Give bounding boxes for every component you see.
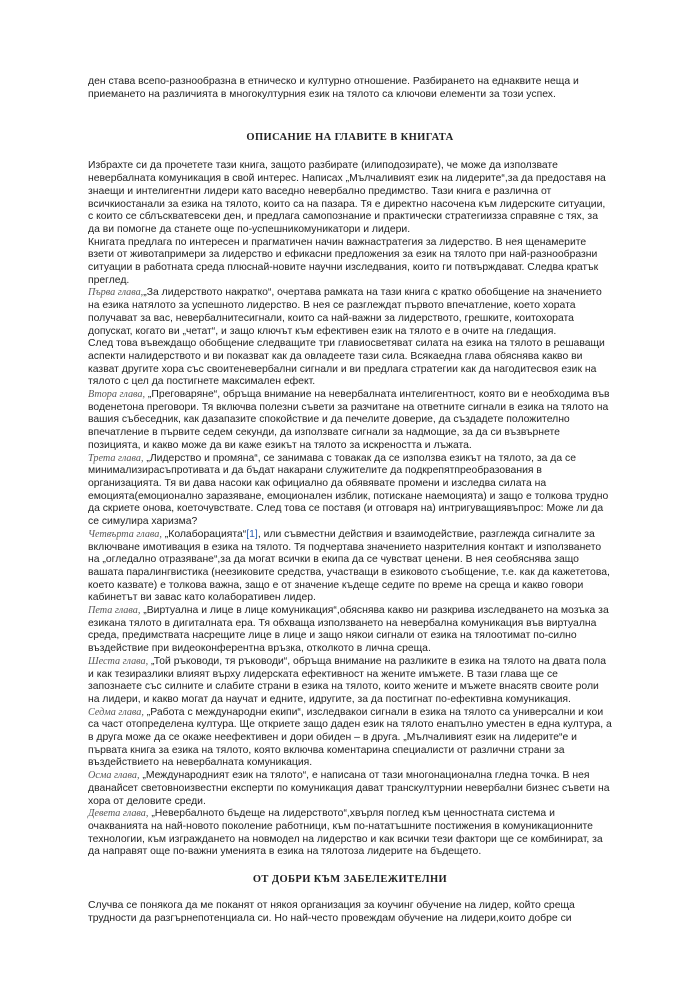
chapter-lead: Първа глава,	[88, 287, 144, 299]
chapter-paragraph	[88, 338, 612, 389]
chapter-lead: Седма глава,	[88, 706, 144, 718]
chapter-paragraph	[88, 605, 612, 656]
chapter-body: „Преговаряне“, обръща внимание на невербалната интелигентност, която ви е необходима във воденетона преговори. Тя включва полезни съвети за разчитане на ответните сигнали в езика на тялото на вашия събеседник, как дазапазите спокойствие и да печелите доверие, да създадете положително впечатление в първите седем секунди, да използвате сигнали за надмощие, за да си възвърнете позицията, и какво може да ви каже езикът на тялото за искреността и лъжата.	[88, 389, 610, 451]
chapter-paragraph	[88, 287, 612, 338]
chapter-body: „Международният език на тялото“, е написана от тази многонационална гледна точка. В нея дванайсет световноизвестни експерти по комуникация дават транскултурнии невербални бизнес съвети на хора от деловите среди.	[88, 770, 610, 807]
chapter-list	[88, 287, 612, 859]
chapter-body: „Той ръководи, тя ръководи“, обръща внимание на разликите в езика на тялото на двата пола и как тезиразлики влияят върху лидерската ефективност на жените имъжете. В тази глава ще се запознаете със силните и слабите страни в езика на тялото, които жените и мъжете внасятв своите роли на лидери, и какво могат да научат и едните, идругите, за да постигнат по-ефективна комуникация.	[88, 655, 607, 705]
section2-paragraph-1: Случва се понякога да ме поканят от някоя организация за коучинг обучение на лидер, който среща трудности да разгърнепотенциала си. Но най-често провеждам обучение на лидери,които добре си	[88, 900, 575, 924]
footnote-link[interactable]: [1]	[246, 528, 258, 540]
chapter-body-tail: , или съвместни действия и взаимодействие, разглежда сигналите за включване имотивация в езика на тялото. Тя подчертава значението назрителния контакт и използването на „огледално отразяване“,за да могат всички в екипа да се чувстват ценени. В нея сеобяснява защо вашата паралингвистика (неезиковите средства, участващи в езиковото съобщение, т.е. как да кажететова, което казвате) е толкова важна, защо е от значение къдеще седите по време на среща и какво говори кабинетът ви завас като колаборативен лидер.	[88, 528, 610, 604]
section-title-chapters: ОПИСАНИЕ НА ГЛАВИТЕ В КНИГАТА	[246, 132, 454, 144]
section-title-good-to-great: ОТ ДОБРИ КЪМ ЗАБЕЛЕЖИТЕЛНИ	[252, 874, 448, 886]
chapter-paragraph	[88, 808, 612, 859]
chapter-paragraph	[88, 770, 612, 808]
chapter-paragraph	[88, 529, 612, 605]
chapter-body: „Невербалното бъдеще на лидерството“,хвърля поглед към ценностната система и очакванията на най-новото поколение работници, към по-нататъшните постижения в комуникационните технологии, към изграждането на новмодел на лидерство и как всички тези фактори ще се комбинират, за да направят още по-важни уменията в езика на тялотоза лидерите на бъдещето.	[88, 808, 603, 858]
chapter-lead: Шеста глава,	[88, 655, 149, 667]
chapter-body: „За лидерството накратко“, очертава рамката на тази книга с кратко обобщение на значението на езика натялото за успешното лидерство. В нея се разглеждат първото впечатление, което хората получават за вас, невербалнитесигнали, които са най-важни за лидерството, грешките, коитохората допускат, когато ви „четат“, и защо ключът към ефективен език на тялото е в очите на гледащия.	[88, 287, 602, 337]
chapter-body: „Лидерство и промяна“, се занимава с товакак да се използва езикът на тялото, за да се минимализирасъпротивата и да бъдат накарани служителите да подкрепятпреобразования в организацията. Тя ви дава насоки как официално да обявявате промени и изследва силата на емоцията(емоционално заразяване, емоционален изблик, потискане наемоцията) и защо е толкова трудно да скриете онова, коеточувствате. След това се поставя (и отговаря на) интригуващиявъпрос: Може ли да се симулира харизма?	[88, 452, 609, 528]
intro-paragraph: ден става всепо-разнообразна в етническо и културно отношение. Разбирането на еднаквите неща и приемането на различията в многокултурния език на тялото са ключови елементи за този успех.	[88, 76, 579, 100]
chapter-paragraph	[88, 389, 612, 453]
chapter-paragraph	[88, 707, 612, 771]
chapter-lead: Осма глава,	[88, 770, 140, 782]
section1-paragraph-1: Избрахте си да прочетете тази книга, защото разбирате (илиподозирате), че може да използвате невербалната комуникация в свой интерес. Написах „Мълчаливият език на лидерите“,за да предоставя на знаещи и интелигентни лидери като васедно невербално предимство. Тази книга е различна от всичкиостанали за езика на тялото, които са на пазара. Тя е директно насочена към лидерските ситуации, с които се сблъскватевсеки ден, и предлага самопознание и практически стратегиизза справяне с тях, за да ви помогне да станете още по-успешникомуникатори и лидери.	[88, 160, 606, 235]
chapter-paragraph	[88, 453, 612, 529]
chapter-lead: Четвърта глава,	[88, 528, 162, 540]
chapter-lead: Девета глава,	[88, 808, 149, 820]
chapter-lead: Втора глава,	[88, 389, 146, 401]
chapter-body: „Работа с международни екипи“, изследвакои сигнали в езика на тялото са универсални и кои са част отопределена култура. Ще откриете защо даден език на тялото енапълно уместен в една култура, а в друга може да се окаже неефективен и дори обиден – в друга. „Мълчаливият език на лидерите“е и първата книга за езика на тялото, която включва коментарина специалисти от различни страни за въздействието на невербалната комуникация.	[88, 706, 612, 769]
chapter-body: След това въвеждащо обобщение следващите три главиосветяват силата на езика на тялото в решаващи аспекти налидерството и ви показват как да овладеете тази сила. Всякаедна глава обяснява какво ви казват другите хора със своитеневербални сигнали и ви предлага стратегии как да нагодитесвоя език на тялото с цел да постигнете максимален ефект.	[88, 338, 605, 388]
chapter-lead: Трета глава,	[88, 452, 144, 464]
chapter-paragraph	[88, 656, 612, 707]
section1-paragraph-2: Книгата предлага по интересен и прагматичен начин важнастратегия за лидерство. В нея щенамерите взети от животапримери за лидерство и ефикасни предложения за език на тялото при най-разнообразни ситуации в работната среда плюснай-новите научни изследвания, които ги потвърждават. Следва кратък преглед.	[88, 236, 599, 286]
chapter-body: „Колаборацията“	[161, 528, 247, 540]
chapter-body: „Виртуална и лице в лице комуникация“,обяснява какво ни разкрива изследването на мозъка за езикана тялото в дигиталната ера. Тя обхваща използването на невербална комуникация във виртуална среда, предимствата насрещите лице в лице и защо някои сигнали от езика на тялоотимат по-силно въздействие при видеоконферентна връзка, отколкото в лична среща.	[88, 605, 609, 655]
chapter-lead: Пета глава,	[88, 605, 141, 617]
